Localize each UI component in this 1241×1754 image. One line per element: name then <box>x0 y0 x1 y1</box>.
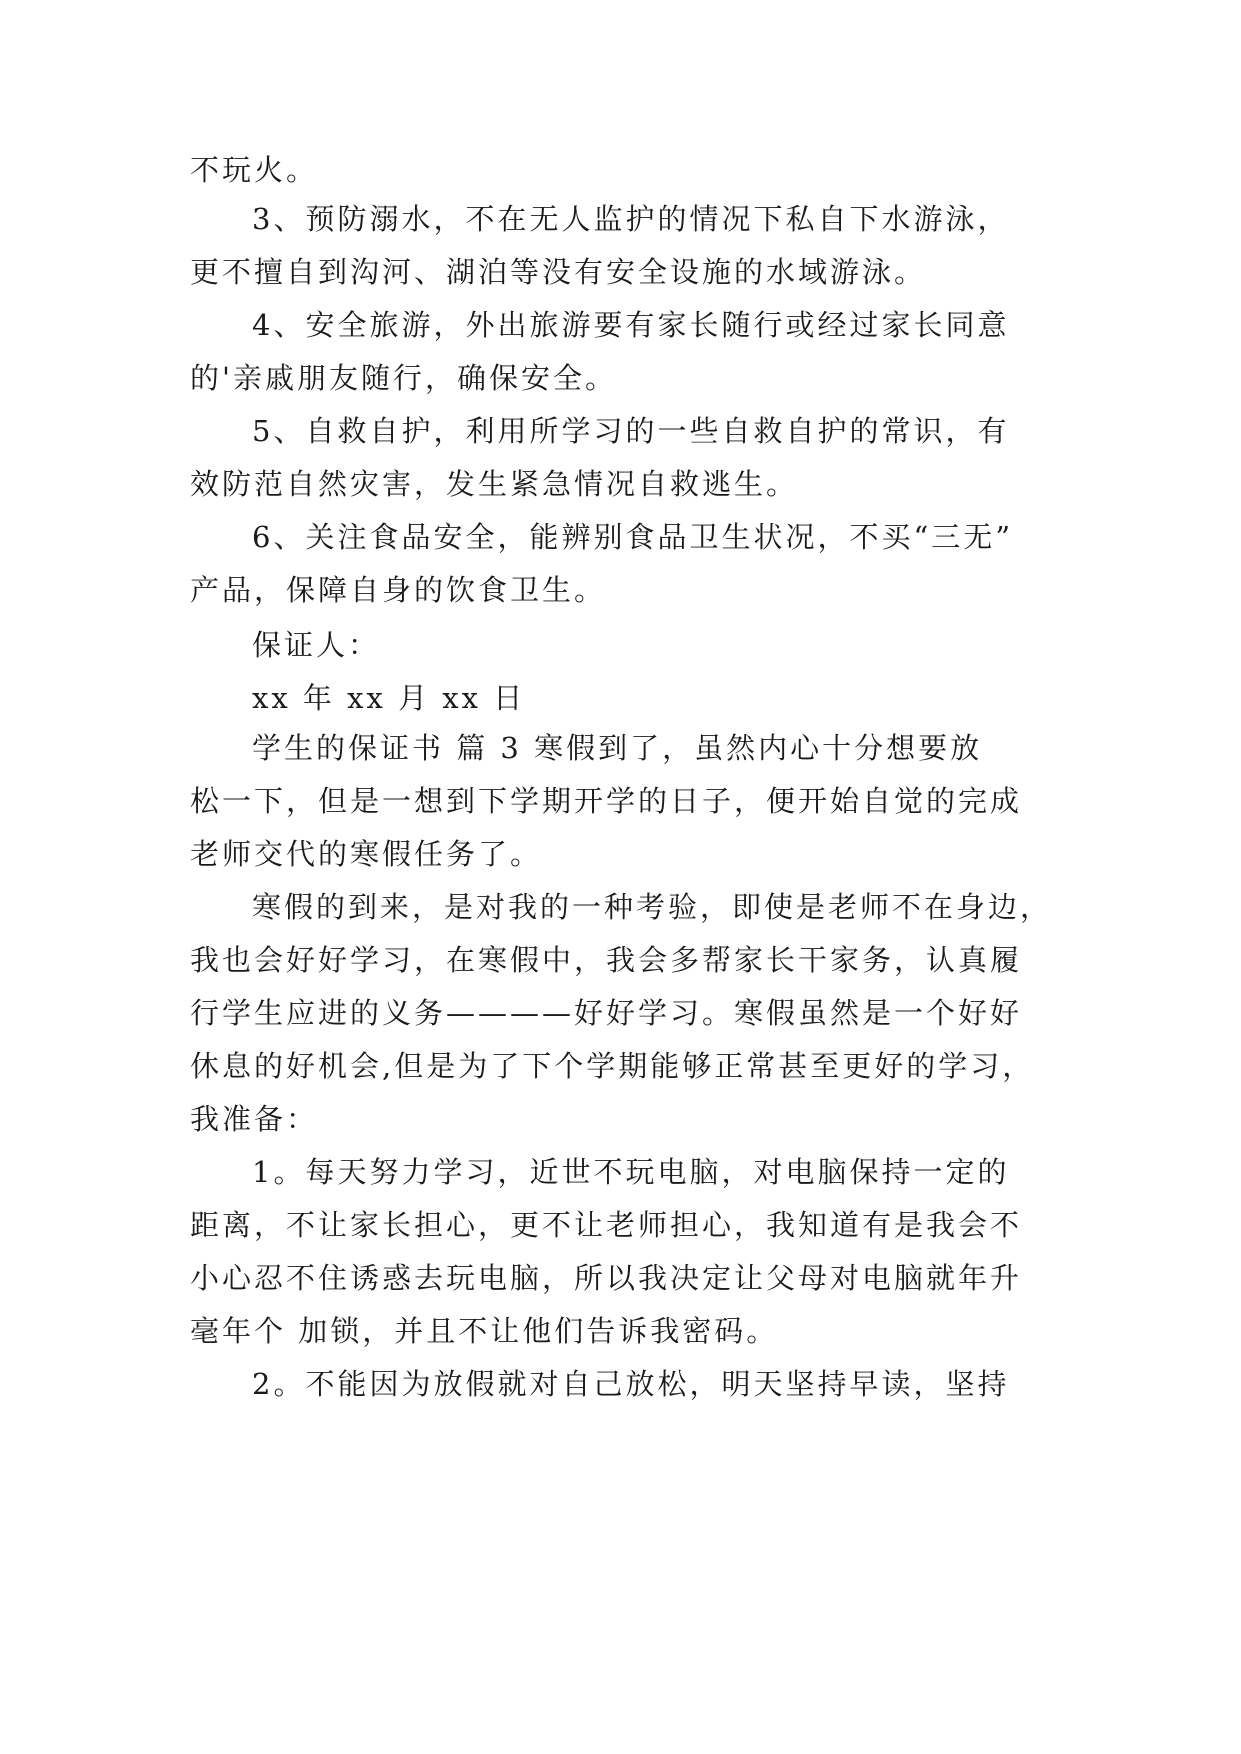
text-line: 寒假的到来，是对我的一种考验，即使是老师不在身边， <box>252 890 1053 924</box>
text-line: 的'亲戚朋友随行，确保安全。 <box>190 361 617 395</box>
text-line: 休息的好机会,但是为了下个学期能够正常甚至更好的学习， <box>190 1049 1035 1083</box>
text-line: 保证人： <box>252 628 381 662</box>
text-line: 产品，保障自身的饮食卫生。 <box>190 573 607 607</box>
text-line: 行学生应进的义务————好好学习。寒假虽然是一个好好 <box>190 996 1023 1030</box>
text-line: 我准备： <box>190 1102 319 1136</box>
text-line: 5、自救自护，利用所学习的一些自救自护的常识，有 <box>252 414 1010 448</box>
text-line: 距离，不让家长担心，更不让老师担心，我知道有是我会不 <box>190 1208 1023 1242</box>
text-line: 老师交代的寒假任务了。 <box>190 837 543 871</box>
text-line: 效防范自然灾害，发生紧急情况自救逃生。 <box>190 467 799 501</box>
text-line: xx 年 xx 月 xx 日 <box>252 681 526 715</box>
text-line: 松一下，但是一想到下学期开学的日子，便开始自觉的完成 <box>190 784 1023 818</box>
text-line: 4、安全旅游，外出旅游要有家长随行或经过家长同意 <box>252 308 1010 342</box>
text-line: 1。每天努力学习，近世不玩电脑，对电脑保持一定的 <box>252 1155 1010 1189</box>
text-line: 毫年个 加锁，并且不让他们告诉我密码。 <box>190 1314 779 1348</box>
text-line: 小心忍不住诱惑去玩电脑，所以我决定让父母对电脑就年升 <box>190 1261 1023 1295</box>
text-line: 不玩火。 <box>190 153 319 187</box>
text-line: 6、关注食品安全，能辨别食品卫生状况，不买“三无” <box>252 520 1014 554</box>
text-line: 3、预防溺水，不在无人监护的情况下私自下水游泳， <box>252 202 1010 236</box>
text-line: 我也会好好学习，在寒假中，我会多帮家长干家务，认真履 <box>190 943 1023 977</box>
text-line: 更不擅自到沟河、湖泊等没有安全设施的水域游泳。 <box>190 255 927 289</box>
text-line: 2。不能因为放假就对自己放松，明天坚持早读，坚持 <box>252 1367 1010 1401</box>
text-line: 学生的保证书 篇 3 寒假到了，虽然内心十分想要放 <box>252 731 983 765</box>
